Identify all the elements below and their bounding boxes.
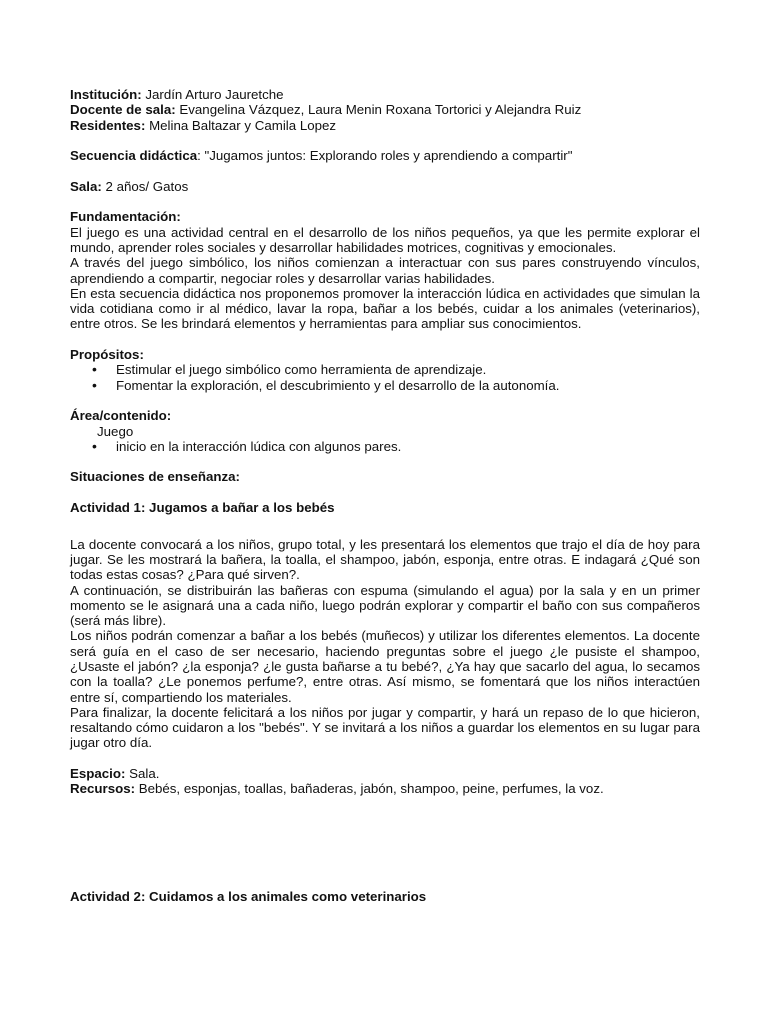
espacio-line (70, 766, 700, 781)
sala-label: Sala: (70, 178, 102, 194)
sala-line (70, 179, 700, 194)
recursos-line (70, 781, 700, 796)
institucion-line (70, 87, 700, 102)
fundamentacion-paragraph-1: El juego es una actividad central en el desarrollo de los niños pequeños, ya que les permite explorar el mundo, aprender roles sociales y desarrollar habilidades motrices, cognitivas y emocionales. (70, 224, 700, 255)
recursos-label: Recursos: (70, 781, 136, 797)
area-subtitle: Juego (97, 423, 134, 439)
actividad-1-title: Actividad 1: Jugamos a bañar a los bebés (70, 500, 335, 516)
situaciones-title: Situaciones de enseñanza: (70, 469, 240, 485)
fundamentacion-paragraph-2: A través del juego simbólico, los niños comienzan a interactuar con sus pares construyendo vínculos, aprendiendo a compartir, negociar roles y desarrollar varias habilidades. (70, 255, 700, 286)
actividad-1-paragraph-2: A continuación, se distribuirán las bañeras con espuma (simulando el agua) por la sala y en un primer momento se le asignará una a cada niño, luego podrán explorar y compartir el baño con sus compañeros (será más libre). (70, 582, 700, 629)
secuencia-label: Secuencia didáctica (70, 148, 198, 164)
propositos-list (70, 362, 700, 393)
actividad-1-paragraph-1: La docente convocará a los niños, grupo total, y les presentará los elementos que trajo el día de hoy para jugar. Se les mostrará la bañera, la toalla, el shampoo, jabón, esponja, entre otras. E indagará ¿Qué son todas estas cosas? ¿Para qué sirven?. (70, 536, 700, 583)
actividad-1-paragraph-3: Los niños podrán comenzar a bañar a los bebés (muñecos) y utilizar los diferentes elementos. La docente será guía en el caso de ser necesario, haciendo preguntas sobre el juego ¿le pusiste el shampoo, ¿Usaste el jabón? ¿la esponja? ¿le gusta bañarse a tu bebé?, ¿Ya hay que sacarlo del agua, lo secamos con la toalla? ¿Le ponemos perfume?, entre otras. Así mismo, se fomentará que los niños interactúen entre sí, compartiendo los materiales. (70, 628, 700, 705)
actividad-2-title: Actividad 2: Cuidamos a los animales como veterinarios (70, 888, 427, 904)
docente-line (70, 102, 700, 117)
residentes-label: Residentes: (70, 117, 146, 133)
institucion-label: Institución: (70, 87, 142, 102)
residentes-line (70, 118, 700, 133)
docente-label: Docente de sala: (70, 102, 176, 118)
docente-value: Evangelina Vázquez, Laura Menin Roxana Tortorici y Alejandra Ruiz (175, 102, 582, 118)
fundamentacion-title: Fundamentación: (70, 209, 181, 225)
area-title: Área/contenido: (70, 408, 172, 424)
recursos-value: Bebés, esponjas, toallas, bañaderas, jabón, shampoo, peine, perfumes, la voz. (135, 781, 604, 797)
espacio-label: Espacio: (70, 766, 126, 782)
document-page (70, 87, 700, 904)
secuencia-line (70, 148, 700, 163)
secuencia-value: : "Jugamos juntos: Explorando roles y aprendiendo a compartir" (197, 148, 573, 164)
actividad-1-paragraph-4: Para finalizar, la docente felicitará a los niños por jugar y compartir, y hará un repaso de lo que hicieron, resaltando cómo cuidaron a los "bebés". Y se invitará a los niños a guardar los elementos en su lugar para jugar otro día. (70, 704, 700, 751)
propositos-title: Propósitos: (70, 347, 144, 363)
residentes-value: Melina Baltazar y Camila Lopez (145, 117, 337, 133)
list-item: • Estimular el juego simbólico como herramienta de aprendizaje. (70, 362, 700, 377)
fundamentacion-paragraph-3: En esta secuencia didáctica nos proponemos promover la interacción lúdica en actividades que simulan la vida cotidiana como ir al médico, lavar la ropa, bañar a los bebés, cuidar a los animales (veterinarios), entre otros. Se les brindará elementos y herramientas para ampliar sus conocimientos. (70, 285, 700, 332)
list-item: • Fomentar la exploración, el descubrimiento y el desarrollo de la autonomía. (70, 378, 700, 393)
institucion-value: Jardín Arturo Jauretche (141, 87, 284, 102)
espacio-value: Sala. (125, 766, 160, 782)
area-list (70, 439, 700, 454)
list-item: • inicio en la interacción lúdica con algunos pares. (70, 439, 700, 454)
sala-value: 2 años/ Gatos (101, 178, 189, 194)
